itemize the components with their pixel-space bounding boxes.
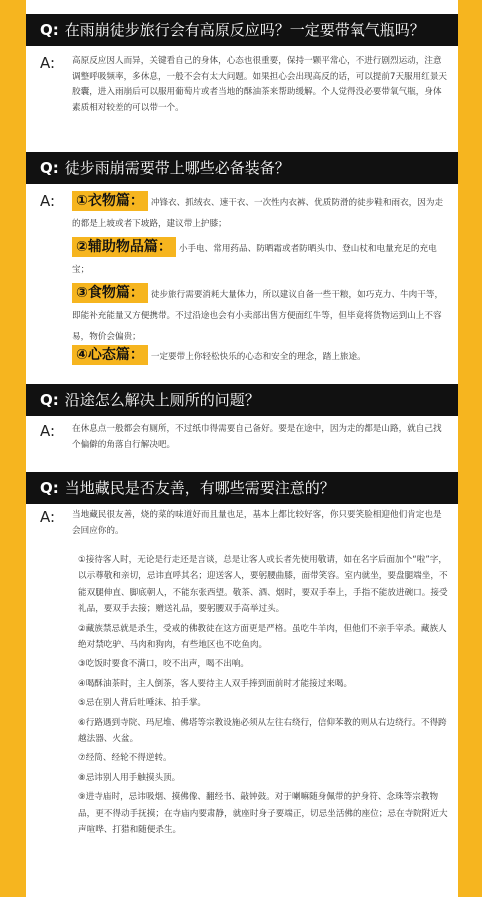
equipment-text: 冲锋衣、抓绒衣、速干衣、一次性内衣裤、优质防滑的徒步鞋和雨衣，因为走的都是上坡或者下坡路，建议带上护膝； — [72, 198, 444, 229]
equipment-text: 徒步旅行需要消耗大量体力，所以建议自备一些干粮，如巧克力、牛肉干等，即能补充能量又方便携带。不过沿途也会有小卖部出售方便面红牛等，但毕竟将货物运到山上不容易，物价会偏贵； — [72, 290, 444, 342]
equipment-item-accessories — [72, 236, 450, 278]
article-page — [26, 0, 458, 897]
answer-prefix: A: — [40, 508, 56, 526]
rule-item: ⑥行路遇到寺院、玛尼堆、佛塔等宗教设施必须从左往右绕行，信仰苯教的则从右边绕行。不得跨越法器、火盆。 — [78, 717, 447, 745]
question-prefix: Q: — [40, 159, 59, 177]
answer-prefix: A: — [40, 192, 56, 210]
rule-item: ②藏族禁忌就是杀生，受戒的佛教徒在这方面更是严格。虽吃牛羊肉，但他们不亲手宰杀。藏族人绝对禁吃驴、马肉和狗肉，有些地区也不吃鱼肉。 — [78, 623, 447, 651]
answer-intro: 当地藏民很友善，烧的菜的味道好而且量也足，基本上都比较好客，你只要笑脸相迎他们肯定也是会回应你的。 — [72, 510, 442, 536]
equipment-item-mindset — [72, 344, 450, 365]
question-prefix: Q: — [40, 21, 59, 39]
equipment-item-food — [72, 282, 450, 345]
question-text: 沿途怎么解决上厕所的问题？ — [64, 391, 260, 409]
question-bar-1 — [26, 14, 458, 46]
equipment-title: ④心态篇： — [72, 345, 148, 365]
question-bar-2 — [26, 152, 458, 184]
rule-item: ③吃饭时要食不满口，咬不出声，喝不出响。 — [78, 659, 249, 670]
rule-item: ①接待客人时，无论是行走还是言谈，总是让客人或长者先使用敬请，如在名字后面加个“啦”字，以示尊敬和亲切，忌讳直呼其名；迎送客人，要躬腰曲膝，面带笑容。室内就坐，要盘腿端坐，不能双腿伸直、脚底朝人，不能东张西望。敬茶、酒、烟时，要双手奉上，手指不能放进碗口。接受礼品，要双手去接；赠送礼品，要躬腰双手高举过头。 — [78, 555, 448, 615]
answer-prefix: A: — [40, 54, 56, 72]
rule-item: ⑦经筒、经轮不得逆转。 — [78, 753, 172, 764]
equipment-title: ②辅助物品篇： — [72, 237, 176, 257]
equipment-title: ①衣物篇： — [72, 191, 148, 211]
rule-item: ⑧忌讳别人用手触摸头顶。 — [78, 772, 181, 783]
equipment-text: 小手电、常用药品、防晒霜或者防晒头巾、登山杖和电量充足的充电宝； — [72, 244, 437, 275]
question-prefix: Q: — [40, 479, 59, 497]
equipment-text: 一定要带上你轻松快乐的心态和安全的理念，踏上旅途。 — [150, 352, 366, 362]
answer-text: 高原反应因人而异，关键看自己的身体，心态也很重要，保持一颗平常心，不进行剧烈运动，注意调整呼吸频率，多休息，一般不会有太大问题。如果担心会出现高反的话，可以提前7天服用红景天胶囊，进入雨崩后可以服用葡萄片或者当地的酥油茶来帮助缓解。个人觉得没必要带氧气瓶，身体素质相对较差的可以带一个。 — [72, 56, 448, 113]
question-text: 徒步雨崩需要带上哪些必备装备？ — [64, 159, 290, 177]
question-prefix: Q: — [40, 391, 59, 409]
etiquette-rules — [78, 552, 450, 842]
equipment-title: ③食物篇： — [72, 283, 148, 303]
question-bar-3 — [26, 384, 458, 416]
rule-item: ④喝酥油茶时，主人倒茶，客人要待主人双手捧到面前时才能接过来喝。 — [78, 678, 353, 689]
rule-item: ⑤忌在别人背后吐唾沫、拍手掌。 — [78, 698, 207, 709]
question-text: 在雨崩徒步旅行会有高原反应吗？一定要带氧气瓶吗？ — [64, 21, 425, 39]
equipment-item-clothing — [72, 190, 450, 232]
rule-item: ⑨进寺庙时，忌讳吸烟、摸佛像、翻经书、敲钟鼓。对于喇嘛随身佩带的护身符、念珠等宗教物品，更不得动手抚摸；在寺庙内要肃静，就座时身子要端正，切忌坐活佛的座位；忌在寺院附近大声喧哗、打猎和随便杀生。 — [78, 792, 448, 836]
answer-text: 在休息点一般都会有厕所，不过纸巾得需要自己备好。要是在途中，因为走的都是山路，就自己找个偏僻的角落自行解决吧。 — [72, 424, 442, 450]
question-text: 当地藏民是否友善，有哪些需要注意的？ — [64, 479, 335, 497]
answer-prefix: A: — [40, 422, 56, 440]
question-bar-4 — [26, 472, 458, 504]
